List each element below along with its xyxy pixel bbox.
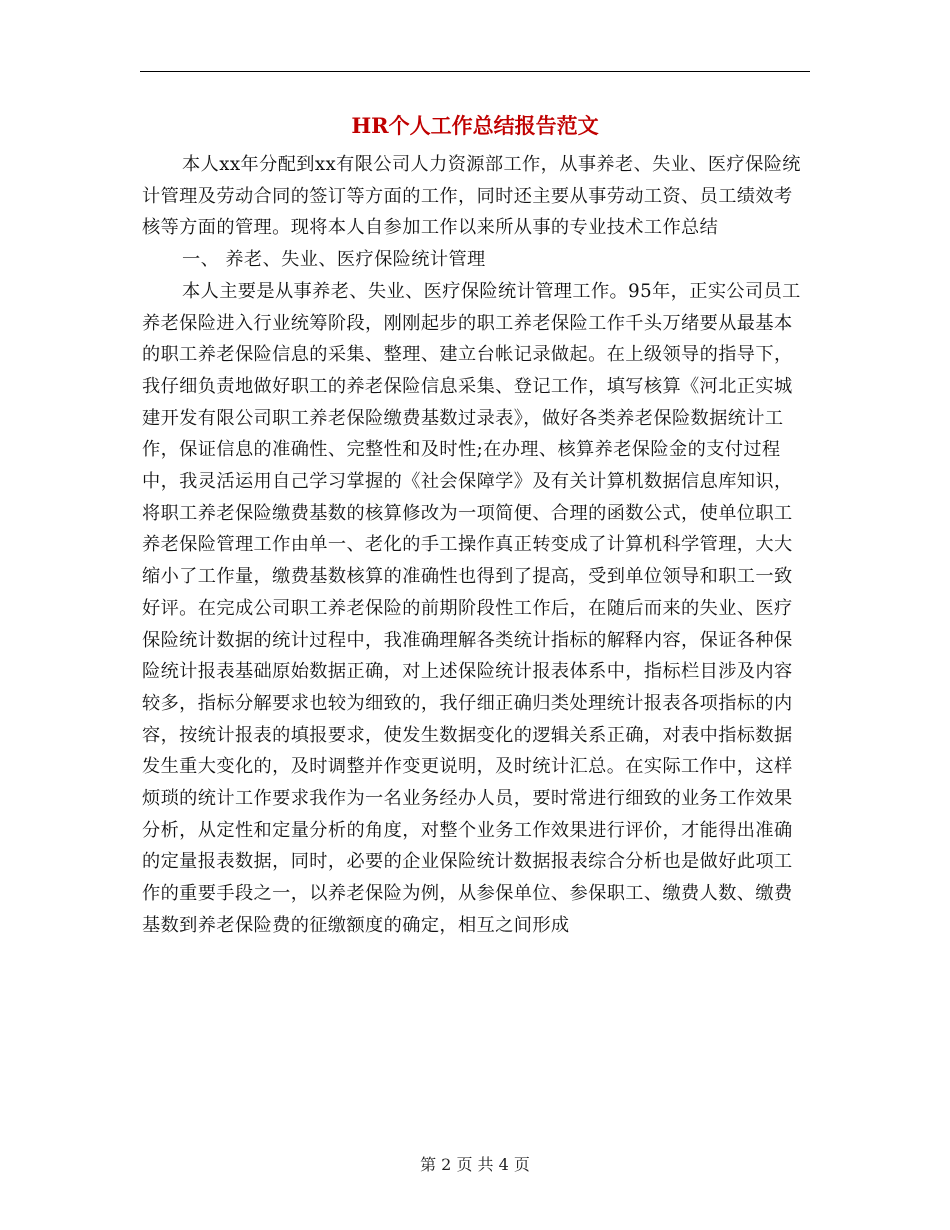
document-title: HR个人工作总结报告范文 <box>351 113 599 138</box>
header-rule <box>140 71 810 72</box>
paragraph-intro: 本人xx年分配到xx有限公司人力资源部工作，从事养老、失业、医疗保险统计管理及劳动合同的签订等方面的工作，同时还主要从事劳动工资、员工绩效考核等方面的管理。现将本人自参加工作以来所从事的专业技术工作总结 <box>142 154 801 239</box>
paragraph-insurance-statistics: 本人主要是从事养老、失业、医疗保险统计管理工作。95年，正实公司员工养老保险进入行业统筹阶段，刚刚起步的职工养老保险工作千头万绪要从最基本的职工养老保险信息的采集、整理、建立台帐记录做起。在上级领导的指导下，我仔细负责地做好职工的养老保险信息采集、登记工作，填写核算《河北正实城建开发有限公司职工养老保险缴费基数过录表》，做好各类养老保险数据统计工作，保证信息的准确性、完整性和及时性;在办理、核算养老保险金的支付过程中，我灵活运用自己学习掌握的《社会保障学》及有关计算机数据信息库知识，将职工养老保险缴费基数的核算修改为一项简便、合理的函数公式，使单位职工养老保险管理工作由单一、老化的手工操作真正转变成了计算机科学管理，大大缩小了工作量，缴费基数核算的准确性也得到了提高，受到单位领导和职工一致好评。在完成公司职工养老保险的前期阶段性工作后，在随后而来的失业、医疗保险统计数据的统计过程中，我准确理解各类统计指标的解释内容，保证各种保险统计报表基础原始数据正确，对上述保险统计报表体系中，指标栏目涉及内容较多，指标分解要求也较为细致的，我仔细正确归类处理统计报表各项指标的内容，按统计报表的填报要求，使发生数据变化的逻辑关系正确，对表中指标数据发生重大变化的，及时调整并作变更说明，及时统计汇总。在实际工作中，这样烦琐的统计工作要求我作为一名业务经办人员，要时常进行细致的业务工作效果分析，从定性和定量分析的角度，对整个业务工作效果进行评价，才能得出准确的定量报表数据，同时，必要的企业保险统计数据报表综合分析也是做好此项工作的重要手段之一，以养老保险为例，从参保单位、参保职工、缴费人数、缴费基数到养老保险费的征缴额度的确定，相互之间形成 <box>142 280 801 936</box>
page-number-footer: 第 2 页 共 4 页 <box>420 1155 530 1174</box>
document-body <box>142 149 802 942</box>
section-heading-insurance-statistics: 一、 养老、失业、医疗保险统计管理 <box>182 249 486 271</box>
